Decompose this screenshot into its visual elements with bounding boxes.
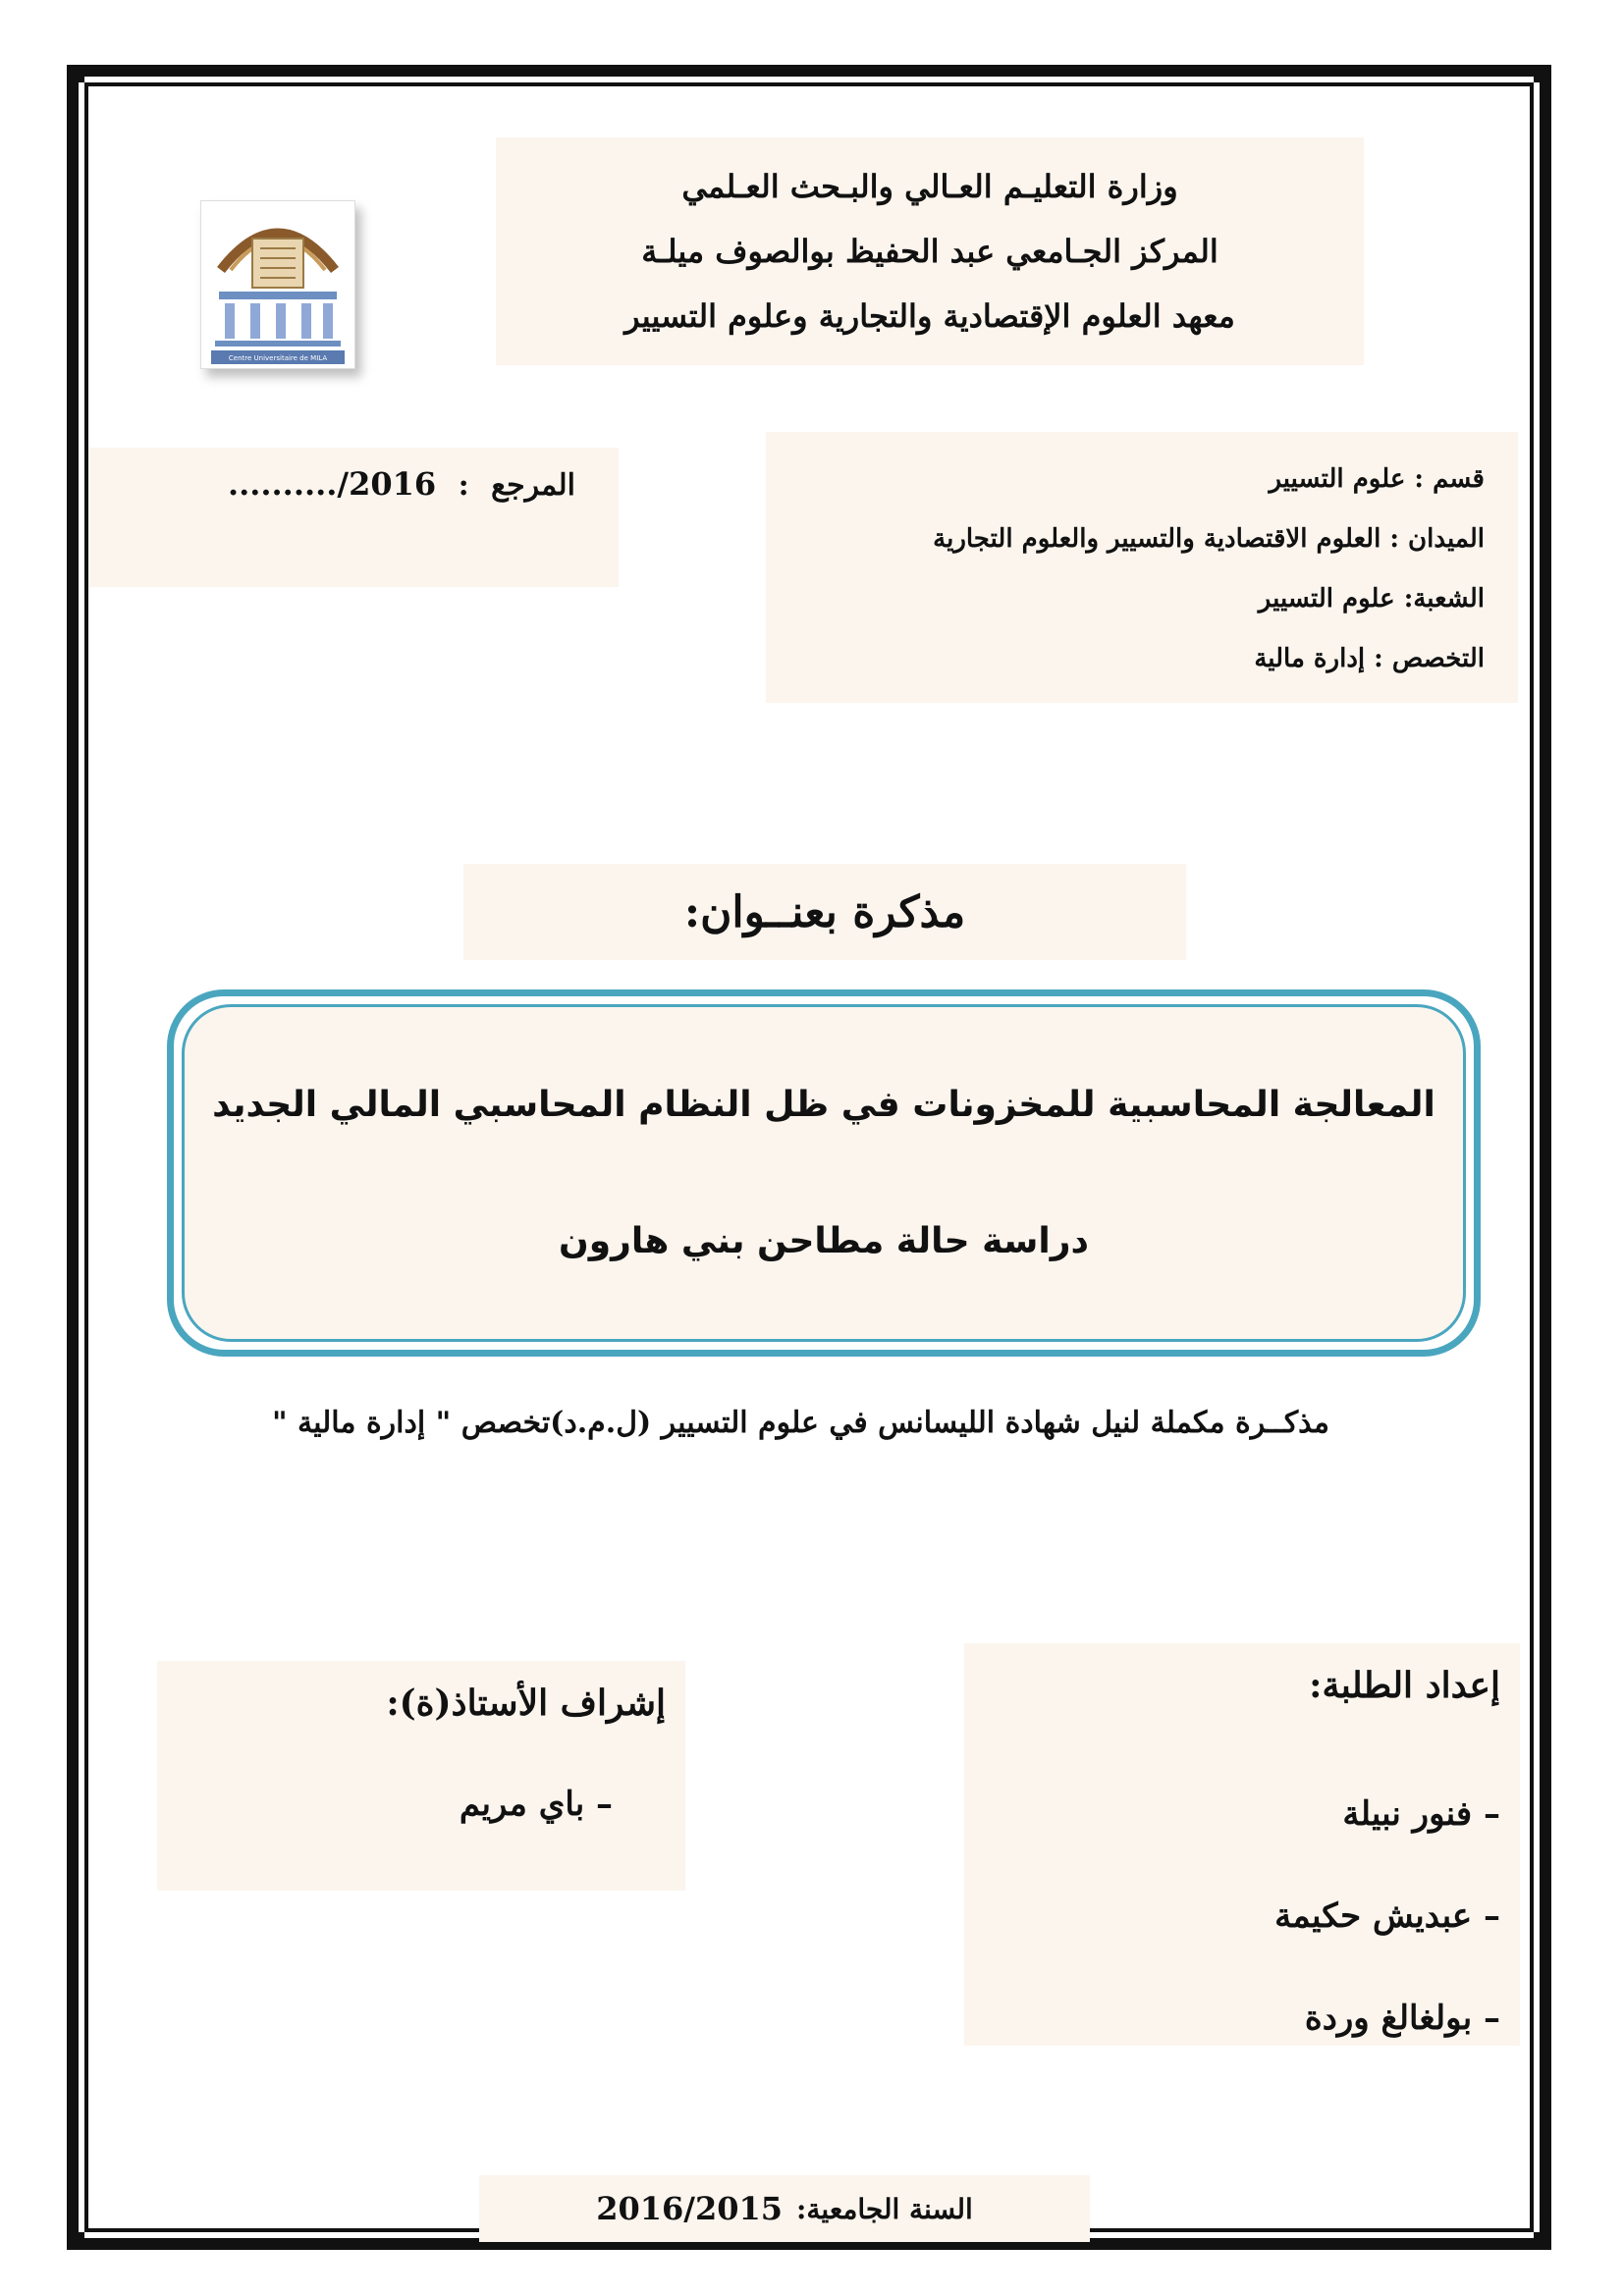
students-list (1274, 1763, 1500, 2069)
thesis-title: المعالجة المحاسبية للمخزونات في ظل النظام المحاسبي المالي الجديد (212, 1085, 1435, 1125)
student-name: – بولغالغ وردة (1304, 1999, 1500, 2038)
department-line: قسم : علوم التسيير (1269, 464, 1485, 494)
frame-corner (67, 65, 84, 82)
institution-header (496, 137, 1364, 365)
supervisor-panel (157, 1661, 685, 1891)
academic-year-label: السنة الجامعية: (796, 2192, 973, 2225)
thesis-title-inner (182, 1004, 1466, 1342)
supervisor-name: – باي مريم (459, 1785, 613, 1824)
supervisor-label: إشراف الأستاذ(ة): (386, 1682, 666, 1724)
reference-label: المرجع (491, 468, 575, 503)
reference-panel (88, 448, 619, 587)
degree-statement: مذكــرة مكملة لنيل شهادة الليسانس في علوم التسيير (ل.م.د)تخصص " إدارة مالية " (271, 1406, 1329, 1440)
logo-caption: Centre Universitaire de MILA (228, 354, 328, 362)
frame-corner (67, 2232, 84, 2250)
thesis-title-box (167, 989, 1481, 1357)
student-name: – فنور نبيلة (1342, 1794, 1500, 1834)
students-panel (964, 1643, 1520, 2046)
academic-year-value: 2016/2015 (596, 2190, 784, 2227)
academic-year (479, 2175, 1090, 2242)
frame-corner (1534, 65, 1551, 82)
memo-heading: مذكرة بعنــوان: (463, 864, 1186, 960)
specialty-line: التخصص : إدارة مالية (1254, 644, 1485, 673)
ministry-name: وزارة التعليـم العـالي والبـحث العـلمي (681, 168, 1178, 205)
reference-line (228, 465, 575, 503)
university-logo (200, 200, 355, 369)
department-panel (766, 432, 1518, 703)
case-study-title: دراسة حالة مطاحن بني هارون (559, 1221, 1089, 1261)
reference-value: ........../2016 (227, 465, 437, 503)
frame-corner (1534, 2232, 1551, 2250)
field-line: الميدان : العلوم الاقتصادية والتسيير والعلوم التجارية (933, 524, 1485, 554)
university-building-icon (201, 201, 354, 368)
reference-separator: : (458, 468, 469, 503)
student-name: – عبديش حكيمة (1274, 1896, 1500, 1936)
students-label: إعداد الطلبة: (1309, 1665, 1500, 1706)
branch-line: الشعبة: علوم التسيير (1258, 584, 1485, 614)
institute-name: معهد العلوم الإقتصادية والتجارية وعلوم التسيير (624, 297, 1235, 335)
center-name: المركز الجـامعي عبد الحفيظ بوالصوف ميلـة (641, 233, 1218, 270)
